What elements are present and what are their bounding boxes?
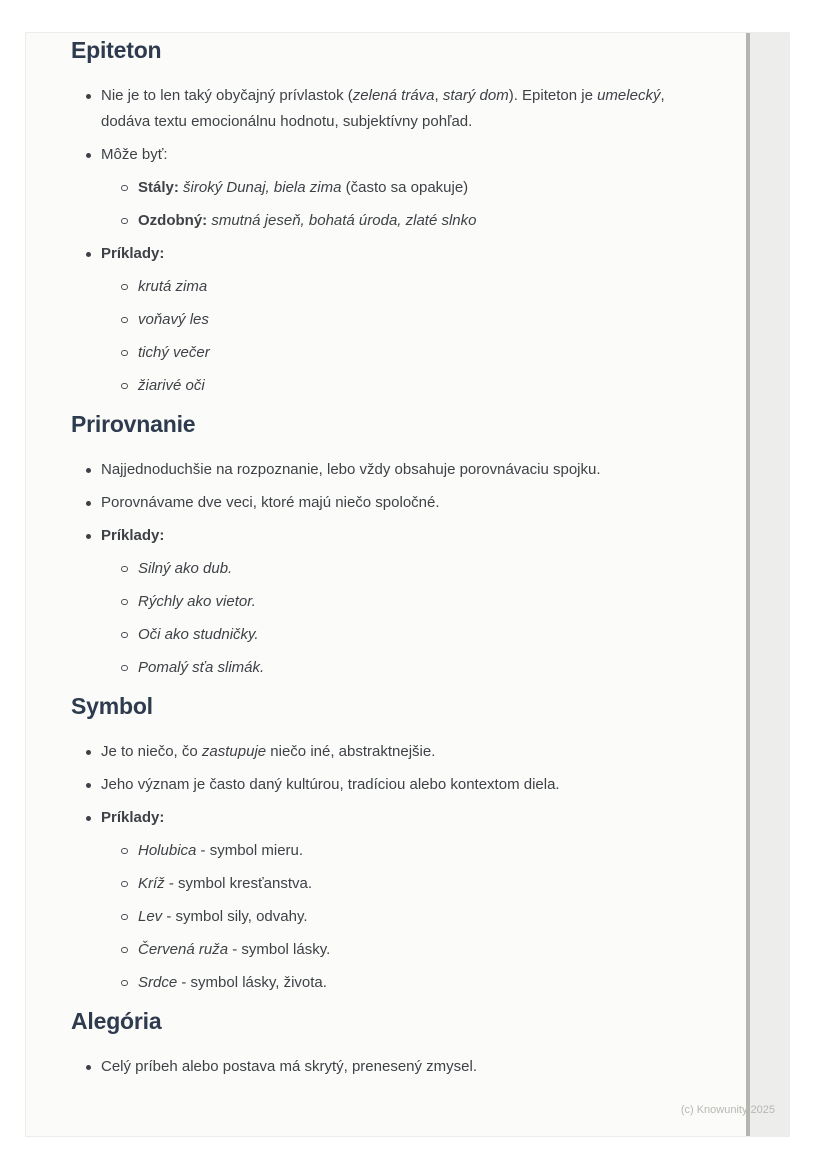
- list-item: [101, 523, 734, 681]
- sub-list-item: [138, 373, 734, 399]
- text-run: zastupuje: [201, 743, 267, 760]
- text-run: Ozdobný:: [138, 212, 208, 229]
- section-heading: Symbol: [71, 693, 153, 719]
- sub-list-item: [138, 838, 734, 864]
- text-run: - symbol mieru.: [196, 842, 304, 859]
- text-run: Príklady:: [101, 527, 165, 544]
- text-run: žiarivé oči: [138, 377, 205, 394]
- sub-list-item: [138, 622, 734, 648]
- list-item: [101, 241, 734, 399]
- text-run: , dodáva textu emocionálnu hodnotu, subjektívny pohľad.: [101, 87, 665, 130]
- document-page: [25, 32, 790, 1137]
- text-run: Stály:: [138, 179, 179, 196]
- text-run: Silný ako dub.: [138, 560, 233, 577]
- circle-bullet-icon: [121, 980, 128, 987]
- list-item: [101, 805, 734, 996]
- text-run: ,: [434, 87, 443, 104]
- scrollbar-track[interactable]: [746, 33, 789, 1136]
- circle-bullet-icon: [121, 350, 128, 357]
- bullet-list: [71, 1054, 734, 1080]
- circle-bullet-icon: [121, 284, 128, 291]
- bullet-icon: [86, 750, 91, 755]
- section-heading: Alegória: [71, 1008, 162, 1034]
- bullet-icon: [86, 534, 91, 539]
- text-run: Červená ruža: [138, 941, 229, 958]
- text-run: Príklady:: [101, 245, 165, 262]
- bullet-icon: [86, 783, 91, 788]
- sub-list-item: [138, 589, 734, 615]
- sub-list-item: [138, 340, 734, 366]
- text-run: starý dom: [442, 87, 509, 104]
- sub-bullet-list: [101, 838, 734, 996]
- circle-bullet-icon: [121, 632, 128, 639]
- bullet-icon: [86, 94, 91, 99]
- text-run: (často sa opakuje): [341, 179, 469, 196]
- circle-bullet-icon: [121, 848, 128, 855]
- text-run: Lev: [138, 908, 163, 925]
- text-run: tichý večer: [138, 344, 210, 361]
- document-content: [71, 35, 734, 1087]
- list-item: [101, 457, 734, 483]
- text-run: Porovnávame dve veci, ktoré majú niečo spoločné.: [101, 494, 440, 511]
- bullet-icon: [86, 501, 91, 506]
- bullet-icon: [86, 153, 91, 158]
- sub-list-item: [138, 175, 734, 201]
- text-run: - symbol kresťanstva.: [164, 875, 313, 892]
- sub-list-item: [138, 208, 734, 234]
- bullet-list: [71, 83, 734, 399]
- text-run: - symbol lásky.: [228, 941, 331, 958]
- text-run: Najjednoduchšie na rozpoznanie, lebo vždy obsahuje porovnávaciu spojku.: [101, 461, 601, 478]
- text-run: Celý príbeh alebo postava má skrytý, prenesený zmysel.: [101, 1058, 478, 1075]
- bullet-icon: [86, 1065, 91, 1070]
- circle-bullet-icon: [121, 947, 128, 954]
- circle-bullet-icon: [121, 317, 128, 324]
- circle-bullet-icon: [121, 599, 128, 606]
- circle-bullet-icon: [121, 566, 128, 573]
- text-run: - symbol sily, odvahy.: [162, 908, 308, 925]
- text-run: smutná jeseň, bohatá úroda, zlaté slnko: [211, 212, 477, 229]
- sub-list-item: [138, 274, 734, 300]
- sub-list-item: [138, 307, 734, 333]
- list-item: [101, 490, 734, 516]
- text-run: Kríž: [138, 875, 165, 892]
- sub-list-item: [138, 970, 734, 996]
- sub-bullet-list: [101, 556, 734, 681]
- list-item: [101, 1054, 734, 1080]
- sub-bullet-list: [101, 175, 734, 234]
- text-run: Jeho význam je často daný kultúrou, tradíciou alebo kontextom diela.: [101, 776, 560, 793]
- section-heading: Epiteton: [71, 37, 162, 63]
- text-run: niečo iné, abstraktnejšie.: [266, 743, 436, 760]
- circle-bullet-icon: [121, 185, 128, 192]
- text-run: ). Epiteton je: [508, 87, 598, 104]
- text-run: Oči ako studničky.: [138, 626, 259, 643]
- text-run: krutá zima: [138, 278, 208, 295]
- sub-list-item: [138, 556, 734, 582]
- text-run: voňavý les: [138, 311, 209, 328]
- text-run: Príklady:: [101, 809, 165, 826]
- text-run: široký Dunaj, biela zima: [183, 179, 342, 196]
- sub-list-item: [138, 655, 734, 681]
- list-item: [101, 739, 734, 765]
- text-run: Môže byť:: [101, 146, 168, 163]
- circle-bullet-icon: [121, 383, 128, 390]
- text-run: Holubica: [138, 842, 197, 859]
- text-run: Je to niečo, čo: [101, 743, 202, 760]
- circle-bullet-icon: [121, 665, 128, 672]
- list-item: [101, 83, 701, 135]
- sub-list-item: [138, 871, 734, 897]
- section-heading: Prirovnanie: [71, 411, 196, 437]
- bullet-list: [71, 457, 734, 681]
- text-run: - symbol lásky, života.: [177, 974, 327, 991]
- bullet-icon: [86, 252, 91, 257]
- text-run: Srdce: [138, 974, 178, 991]
- bullet-icon: [86, 468, 91, 473]
- circle-bullet-icon: [121, 218, 128, 225]
- list-item: [101, 772, 734, 798]
- bullet-list: [71, 739, 734, 996]
- watermark: (c) Knowunity 2025: [680, 1104, 775, 1116]
- bullet-icon: [86, 816, 91, 821]
- circle-bullet-icon: [121, 914, 128, 921]
- text-run: Nie je to len taký obyčajný prívlastok (: [101, 87, 353, 104]
- text-run: Rýchly ako vietor.: [138, 593, 256, 610]
- sub-list-item: [138, 937, 734, 963]
- sub-list-item: [138, 904, 734, 930]
- text-run: Pomalý sťa slimák.: [138, 659, 265, 676]
- text-run: zelená tráva: [352, 87, 435, 104]
- text-run: umelecký: [597, 87, 661, 104]
- sub-bullet-list: [101, 274, 734, 399]
- list-item: [101, 142, 734, 234]
- circle-bullet-icon: [121, 881, 128, 888]
